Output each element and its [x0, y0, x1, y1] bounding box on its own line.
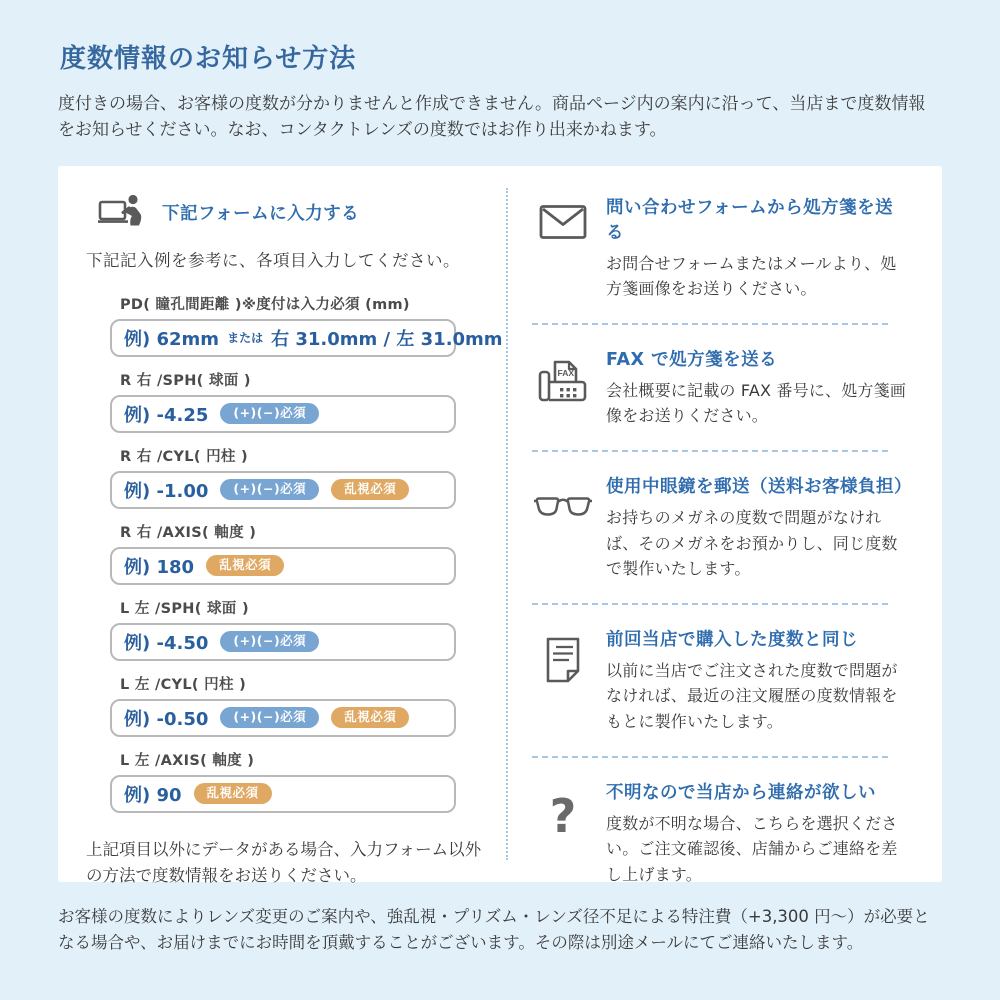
section-divider	[532, 756, 888, 758]
section-divider	[532, 450, 888, 452]
field-l-axis	[110, 749, 456, 813]
example-value: 例) 90	[124, 784, 182, 806]
field-label: R 右 /CYL( 円柱 )	[120, 448, 248, 465]
plus-minus-required-badge: (+)(−)必須	[220, 707, 319, 728]
method-mail-glasses	[532, 473, 912, 582]
person-at-computer-icon	[98, 194, 144, 231]
example-input-box[interactable]	[110, 775, 456, 813]
method-heading: 不明なので当店から連絡が欲しい	[606, 782, 876, 803]
example-input-box[interactable]	[110, 699, 456, 737]
field-label: PD( 瞳孔間距離 )※度付は入力必須 (mm)	[120, 296, 410, 313]
question-mark-icon: ?	[549, 788, 577, 843]
example-value: 例) -4.25	[124, 404, 209, 426]
field-l-cyl	[110, 673, 456, 737]
method-heading: FAX で処方箋を送る	[606, 349, 778, 370]
prescription-methods-card	[58, 166, 942, 886]
plus-minus-required-badge: (+)(−)必須	[220, 479, 319, 500]
page-title: 度数情報のお知らせ方法	[60, 44, 357, 74]
svg-text:FAX: FAX	[557, 367, 575, 378]
glasses-icon	[532, 473, 594, 582]
footer-note: お客様の度数によりレンズ変更のご案内や、強乱視・プリズム・レンズ径不足による特注費（+3,300 円〜）が必要となる場合や、お届けまでにお時間を頂戴することがございます。その際は別途メールにてご連絡いたします。	[58, 906, 930, 953]
astigmatism-required-badge: 乱視必須	[194, 783, 272, 804]
method-fax	[532, 346, 908, 429]
intro-text: 度付きの場合、お客様の度数が分かりませんと作成できません。商品ページ内の案内に沿って、当店まで度数情報をお知らせください。なお、コンタクトレンズの度数ではお作り出来かねます。	[58, 94, 926, 141]
example-input-box[interactable]	[110, 395, 456, 433]
field-pd	[110, 293, 503, 357]
example-input-box[interactable]	[110, 547, 456, 585]
example-value: 例) 62mm	[124, 328, 220, 350]
plus-minus-required-badge: (+)(−)必須	[220, 403, 319, 424]
example-input-box[interactable]	[110, 319, 503, 357]
field-l-sph	[110, 597, 456, 661]
form-section-header	[98, 194, 506, 231]
field-r-sph	[110, 369, 456, 433]
method-heading: 使用中眼鏡を郵送（送料お客様負担）	[606, 477, 912, 498]
form-note: 上記項目以外にデータがある場合、入力フォーム以外の方法で度数情報をお送りください。	[86, 839, 482, 886]
astigmatism-required-badge: 乱視必須	[331, 479, 409, 500]
alternative-methods-section	[508, 166, 942, 882]
astigmatism-required-badge: 乱視必須	[331, 707, 409, 728]
method-previous-order	[532, 626, 908, 735]
example-input-box[interactable]	[110, 623, 456, 661]
method-description: 度数が不明な場合、こちらを選択ください。ご注文確認後、店舗からご連絡を差し上げます。	[606, 813, 898, 884]
example-value: 例) -0.50	[124, 708, 209, 730]
example-input-box[interactable]	[110, 471, 456, 509]
method-description: お問合せフォームまたはメールより、処方箋画像をお送りください。	[606, 253, 897, 299]
method-description: 会社概要に記載の FAX 番号に、処方箋画像をお送りください。	[606, 380, 907, 426]
form-input-section	[58, 166, 506, 886]
field-r-axis	[110, 521, 456, 585]
plus-minus-required-badge: (+)(−)必須	[220, 631, 319, 652]
document-icon	[532, 626, 594, 735]
example-value: 例) 180	[124, 556, 195, 578]
section-divider	[532, 603, 888, 605]
example-value: 右 31.0mm / 左 31.0mm	[271, 328, 503, 350]
method-description: 以前に当店でご注文された度数で問題がなければ、最近の注文履歴の度数情報をもとに製作いたします。	[606, 660, 898, 732]
field-label: R 右 /AXIS( 軸度 )	[120, 524, 257, 541]
field-label: L 左 /CYL( 円柱 )	[120, 676, 247, 693]
field-r-cyl	[110, 445, 456, 509]
method-heading: 前回当店で購入した度数と同じ	[606, 629, 858, 650]
field-label: L 左 /SPH( 球面 )	[120, 600, 249, 617]
astigmatism-required-badge: 乱視必須	[206, 555, 284, 576]
fax-icon	[532, 346, 594, 429]
field-label: L 左 /AXIS( 軸度 )	[120, 752, 255, 769]
envelope-icon	[532, 194, 594, 302]
field-label: R 右 /SPH( 球面 )	[120, 372, 251, 389]
method-contact-form	[532, 194, 908, 302]
method-description: お持ちのメガネの度数で問題がなければ、そのメガネをお預かりし、同じ度数で製作いたします。	[606, 508, 898, 579]
method-heading: 問い合わせフォームから処方箋を送る	[606, 197, 894, 243]
example-value: 例) -1.00	[124, 480, 209, 502]
section-divider	[532, 323, 888, 325]
form-section-heading: 下記フォームに入力する	[162, 203, 360, 224]
form-example-fields	[110, 293, 503, 813]
example-value: 例) -4.50	[124, 632, 209, 654]
example-or-text: または	[227, 331, 264, 346]
method-unknown	[532, 779, 908, 888]
form-section-description: 下記記入例を参考に、各項目入力してください。	[86, 250, 460, 270]
